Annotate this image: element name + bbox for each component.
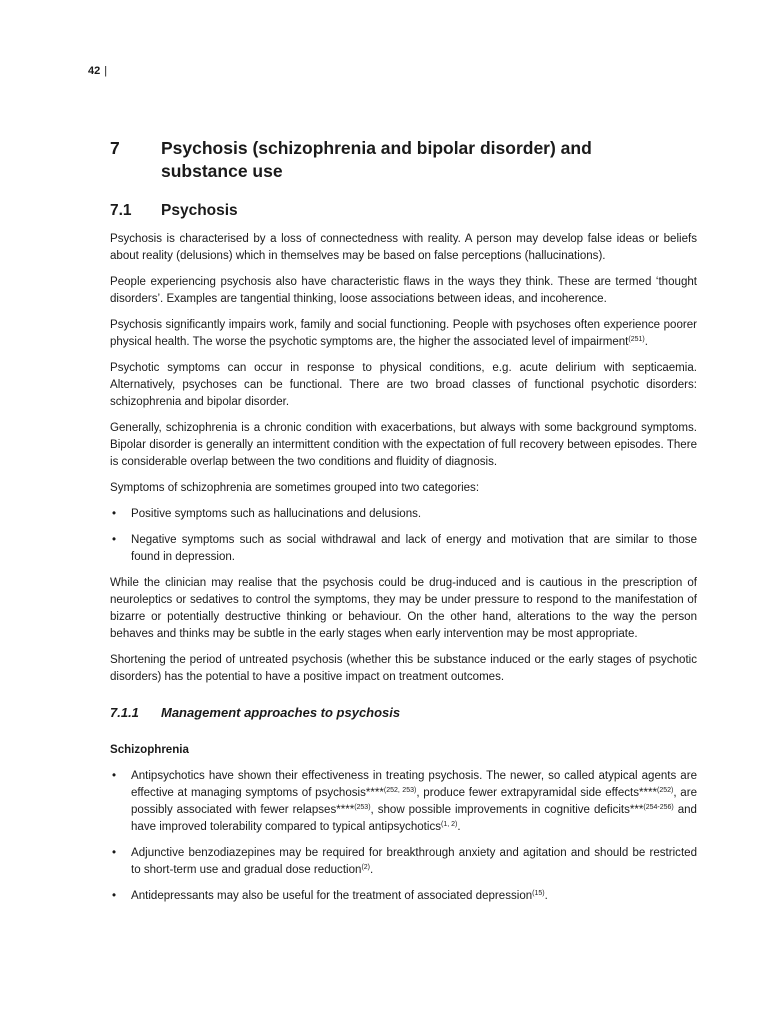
chapter-number: 7 bbox=[110, 138, 120, 158]
citation: (254-256) bbox=[643, 804, 674, 811]
citation: (251) bbox=[628, 336, 645, 343]
list-item: • Positive symptoms such as hallucinations and delusions. bbox=[110, 506, 697, 523]
citation: (2) bbox=[361, 864, 370, 871]
paragraph: Psychotic symptoms can occur in response to physical conditions, e.g. acute delirium with septicaemia. Alternatively, psychoses can be functional. There are two broad classes of functional psychotic disorders: schizophrenia and bipolar disorder. bbox=[110, 362, 697, 408]
list-item: • Adjunctive benzodiazepines may be required for breakthrough anxiety and agitation and should be restricted to short-term use and gradual dose reduction$^{(2)}$. bbox=[112, 847, 697, 876]
paragraph: Generally, schizophrenia is a chronic condition with exacerbations, but always with some background symptoms. Bipolar disorder is generally an intermittent condition with the expectation of full recovery between episodes. There is considerable overlap between the two conditions and fluidity of diagnosis. bbox=[110, 422, 697, 468]
schizophrenia-heading: Schizophrenia bbox=[110, 744, 189, 756]
paragraph: Psychosis significantly impairs work, family and social functioning. People with psychoses often experience poorer physical health. The worse the psychotic symptoms are, the higher the associated level of impairment$^{(251)}$. bbox=[110, 319, 697, 348]
page-number: 42 | bbox=[88, 65, 108, 77]
bullet-icon: • bbox=[112, 508, 117, 520]
paragraph: Psychosis is characterised by a loss of connectedness with reality. A person may develop false ideas or beliefs about reality (delusions) which in themselves may be based on false perceptions (hallucinations). bbox=[110, 233, 697, 262]
paragraph: Shortening the period of untreated psychosis (whether this be substance induced or the early stages of psychotic disorders) has the potential to have a positive impact on treatment outcomes. bbox=[110, 654, 697, 683]
citation: (252) bbox=[657, 787, 674, 794]
citation: (252, 253) bbox=[383, 787, 417, 794]
subsection-number: 7.1.1 bbox=[110, 705, 139, 720]
citation: (15) bbox=[532, 890, 545, 897]
subsection-title: Management approaches to psychosis bbox=[161, 705, 401, 720]
paragraph: People experiencing psychosis also have characteristic flaws in the ways they think. These are termed ‘thought disorders’. Examples are tangential thinking, loose associations between ideas, and incoherence. bbox=[110, 276, 697, 305]
list-item: • Antidepressants may also be useful for the treatment of associated depression$^{(15)}$. bbox=[110, 888, 697, 905]
paragraph: While the clinician may realise that the psychosis could be drug-induced and is cautious in the prescription of neuroleptics or sedatives to control the symptoms, they may be under pressure to respond to the manifestation of bizarre or potentially destructive thinking or behaviour. On the other hand, alterations to the way the person behaves and thinks may be subtle in the early stages when early intervention may be most appropriate. bbox=[110, 577, 697, 640]
section-number: 7.1 bbox=[110, 202, 132, 219]
section-heading bbox=[110, 202, 238, 220]
citation: (1, 2) bbox=[441, 821, 458, 828]
bullet-icon: • bbox=[112, 534, 117, 546]
citation: (253) bbox=[354, 804, 371, 811]
section-title: Psychosis bbox=[161, 202, 238, 219]
body-text bbox=[110, 231, 697, 914]
page-separator: | bbox=[104, 65, 108, 77]
bullet-icon: • bbox=[112, 770, 117, 782]
paragraph: Symptoms of schizophrenia are sometimes grouped into two categories: bbox=[110, 482, 480, 494]
list-item: • Antipsychotics have shown their effectiveness in treating psychosis. The newer, so called atypical agents are effective at managing symptoms of psychosis****$^{(252, 253)}$, produce fewer extrapyramidal side effects****$^{(252)}$, are possibly associated with fewer relapses****$^{(253)}$, show possible improvements in cognitive deficits***$^{(254-256)}$ and have improved tolerability compared to typical antipsychotics$^{(1, 2)}$. bbox=[112, 770, 698, 833]
chapter-title: Psychosis (schizophrenia and bipolar disorder) and substance use bbox=[161, 138, 592, 181]
list-item: • Negative symptoms such as social withdrawal and lack of energy and motivation that are similar to those found in depression. bbox=[112, 534, 697, 563]
bullet-icon: • bbox=[112, 847, 117, 859]
bullet-icon: • bbox=[112, 890, 117, 902]
subsection-heading bbox=[110, 704, 697, 720]
